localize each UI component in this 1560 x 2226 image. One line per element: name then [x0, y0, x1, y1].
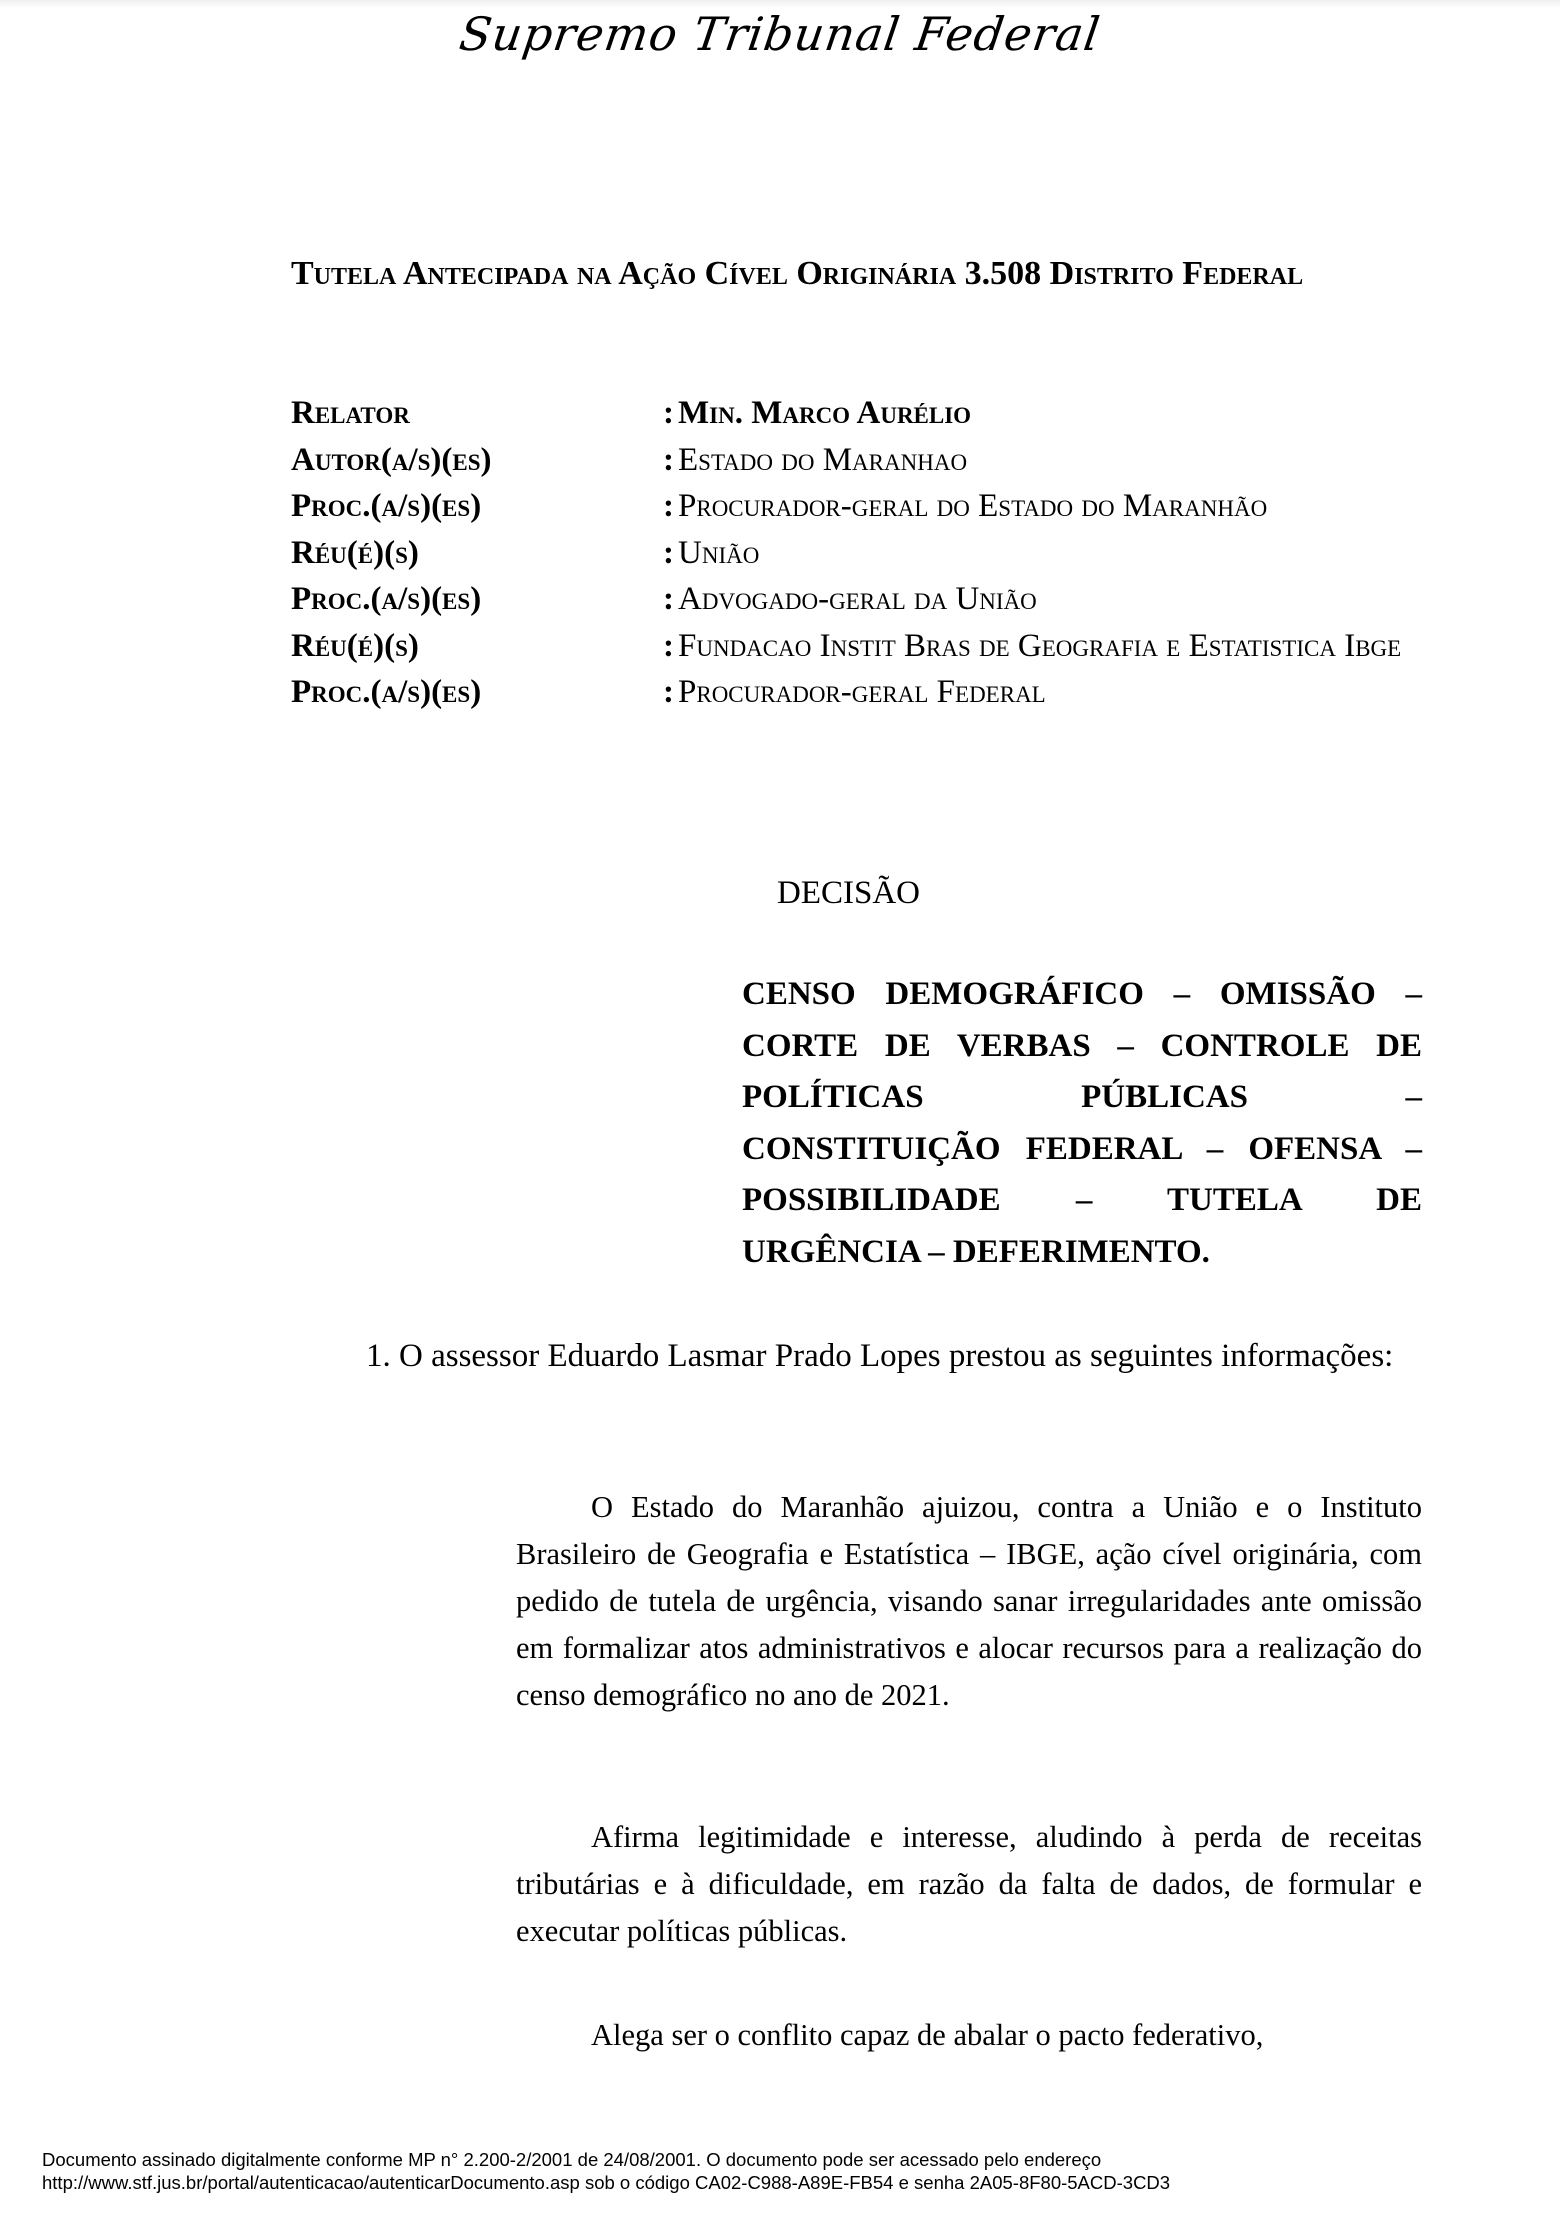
footer-signature-notice: Documento assinado digitalmente conforme MP n° 2.200-2/2001 de 24/08/2001. O documento pode ser acessado pelo endereço	[42, 2149, 1102, 2170]
party-label: Autor(a/s)(es)	[291, 441, 492, 478]
document-title: Tutela Antecipada na Ação Cível Originária 3.508 Distrito Federal	[291, 255, 1304, 292]
party-row-procurador-autor	[291, 483, 1422, 530]
party-row-relator	[291, 390, 1422, 437]
party-colon: :	[663, 627, 674, 664]
party-label: Proc.(a/s)(es)	[291, 674, 482, 710]
quoted-paragraph: O Estado do Maranhão ajuizou, contra a União e o Instituto Brasileiro de Geografia e Estatística – IBGE, ação cível originária, com pedido de tutela de urgência, visando sanar irregularidades ante omissão em formalizar atos administrativos e alocar recursos para a realização do censo demográfico no ano de 2021.	[516, 1490, 1422, 1712]
party-row-autor	[291, 437, 1422, 484]
party-value: União	[678, 534, 760, 571]
party-row-reu-uniao	[291, 530, 1422, 577]
parties-table	[291, 390, 1422, 716]
party-colon: :	[663, 488, 674, 524]
party-value: Advogado-geral da União	[678, 581, 1037, 617]
party-label: Réu(é)(s)	[291, 534, 419, 571]
party-value: Estado do Maranhao	[678, 441, 968, 478]
party-value: Min. Marco Aurélio	[678, 395, 972, 431]
party-colon: :	[663, 674, 674, 710]
party-row-procurador-uniao	[291, 576, 1422, 623]
ementa-line: POLÍTICAS PÚBLICAS –	[742, 1079, 1422, 1115]
ementa-line: CONSTITUIÇÃO FEDERAL – OFENSA –	[742, 1130, 1422, 1167]
digital-signature-footer	[42, 2148, 1170, 2194]
ementa-line: POSSIBILIDADE – TUTELA DE	[742, 1182, 1422, 1218]
party-row-procurador-federal	[291, 669, 1422, 716]
party-row-reu-ibge	[291, 623, 1422, 670]
party-label: Relator	[291, 395, 410, 431]
party-label: Proc.(a/s)(es)	[291, 581, 482, 617]
ementa-line: CENSO DEMOGRÁFICO – OMISSÃO –	[742, 976, 1422, 1012]
party-colon: :	[663, 534, 674, 571]
party-colon: :	[663, 581, 674, 617]
party-label: Proc.(a/s)(es)	[291, 488, 482, 524]
party-value: Fundacao Instit Bras de Geografia e Estatistica Ibge	[678, 627, 1402, 664]
party-colon: :	[663, 441, 674, 478]
decision-heading: DECISÃO	[777, 875, 921, 911]
party-label: Réu(é)(s)	[291, 627, 419, 664]
party-value: Procurador-geral do Estado do Maranhão	[678, 488, 1268, 524]
ementa-line: URGÊNCIA – DEFERIMENTO.	[742, 1233, 1210, 1270]
body-paragraph-1: 1. O assessor Eduardo Lasmar Prado Lopes prestou as seguintes informações:	[366, 1338, 1394, 1374]
quoted-paragraph: Afirma legitimidade e interesse, aludindo à perda de receitas tributárias e à dificuldade, em razão da falta de dados, de formular e executar políticas públicas.	[516, 1820, 1422, 1948]
party-value: Procurador-geral Federal	[678, 674, 1046, 710]
court-logo-header: Supremo Tribunal Federal	[456, 7, 1104, 61]
footer-verification-url: http://www.stf.jus.br/portal/autenticacao/autenticarDocumento.asp sob o código CA02-C988-A89E-FB54 e senha 2A05-8F80-5ACD-3CD3	[42, 2172, 1171, 2193]
quoted-paragraph: Alega ser o conflito capaz de abalar o pacto federativo,	[591, 2018, 1264, 2052]
party-colon: :	[663, 395, 674, 431]
ementa-line: CORTE DE VERBAS – CONTROLE DE	[742, 1027, 1422, 1064]
ementa-summary	[742, 969, 1422, 1278]
